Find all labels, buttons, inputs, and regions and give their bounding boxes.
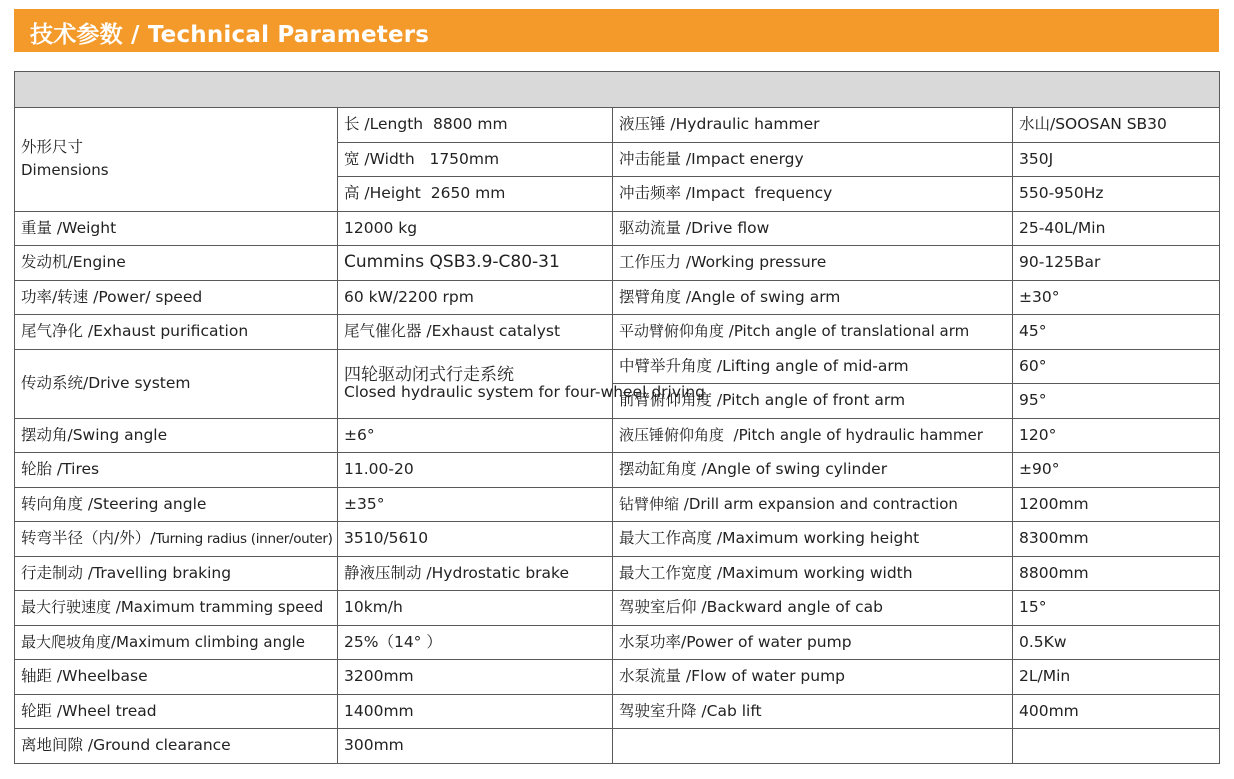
empty-cell bbox=[1013, 729, 1220, 764]
drill-arm-value: 1200mm bbox=[1013, 487, 1220, 522]
steering-angle-value: ±35° bbox=[338, 487, 613, 522]
weight-label: 重量 /Weight bbox=[15, 211, 338, 246]
pump-flow-label: 水泵流量 /Flow of water pump bbox=[613, 660, 1013, 695]
turning-radius-label bbox=[15, 522, 338, 557]
length-value: 长 /Length 8800 mm bbox=[338, 108, 613, 143]
drill-arm-label: 钻臂伸缩 /Drill arm expansion and contraction bbox=[613, 487, 1013, 522]
table-row bbox=[15, 246, 1220, 281]
table-row bbox=[15, 280, 1220, 315]
width-value: 宽 /Width 1750mm bbox=[338, 142, 613, 177]
exhaust-value: 尾气催化器 /Exhaust catalyst bbox=[338, 315, 613, 350]
travelling-braking-label: 行走制动 /Travelling braking bbox=[15, 556, 338, 591]
engine-label: 发动机/Engine bbox=[15, 246, 338, 281]
swing-arm-angle-label: 摆臂角度 /Angle of swing arm bbox=[613, 280, 1013, 315]
turning-radius-label-cn: 转弯半径（内/外）/ bbox=[21, 528, 156, 547]
pump-power-label: 水泵功率/Power of water pump bbox=[613, 625, 1013, 660]
swing-cylinder-value: ±90° bbox=[1013, 453, 1220, 488]
pitch-translational-arm-value: 45° bbox=[1013, 315, 1220, 350]
pitch-translational-arm-label: 平动臂俯仰角度 /Pitch angle of translational arm bbox=[613, 315, 1013, 350]
tires-value: 11.00-20 bbox=[338, 453, 613, 488]
dimensions-label-cell bbox=[15, 108, 338, 212]
weight-value: 12000 kg bbox=[338, 211, 613, 246]
drive-system-value bbox=[338, 349, 705, 418]
height-value: 高 /Height 2650 mm bbox=[338, 177, 613, 212]
dimensions-label-en: Dimensions bbox=[21, 161, 109, 180]
table-header-row bbox=[15, 72, 1220, 108]
tramming-speed-label: 最大行驶速度 /Maximum tramming speed bbox=[15, 591, 338, 626]
working-pressure-value: 90-125Bar bbox=[1013, 246, 1220, 281]
max-working-width-label: 最大工作宽度 /Maximum working width bbox=[613, 556, 1013, 591]
hammer-value: 水山/SOOSAN SB30 bbox=[1013, 108, 1220, 143]
climbing-angle-value: 25%（14° ） bbox=[338, 625, 613, 660]
tramming-speed-value: 10km/h bbox=[338, 591, 613, 626]
pump-flow-value: 2L/Min bbox=[1013, 660, 1220, 695]
power-speed-value: 60 kW/2200 rpm bbox=[338, 280, 613, 315]
climbing-angle-label: 最大爬坡角度/Maximum climbing angle bbox=[15, 625, 338, 660]
drive-system-label: 传动系统/Drive system bbox=[15, 349, 338, 418]
impact-energy-label: 冲击能量 /Impact energy bbox=[613, 142, 1013, 177]
table-row bbox=[15, 108, 1220, 143]
table-row bbox=[15, 522, 1220, 557]
table-row bbox=[15, 211, 1220, 246]
table-row bbox=[15, 487, 1220, 522]
table-row bbox=[15, 591, 1220, 626]
wheelbase-value: 3200mm bbox=[338, 660, 613, 695]
max-working-height-label: 最大工作高度 /Maximum working height bbox=[613, 522, 1013, 557]
exhaust-label: 尾气净化 /Exhaust purification bbox=[15, 315, 338, 350]
impact-frequency-label: 冲击频率 /Impact frequency bbox=[613, 177, 1013, 212]
table-row bbox=[15, 418, 1220, 453]
tires-label: 轮胎 /Tires bbox=[15, 453, 338, 488]
table-header-cell bbox=[15, 72, 1220, 108]
cab-angle-value: 15° bbox=[1013, 591, 1220, 626]
table-row bbox=[15, 349, 1220, 384]
table-row bbox=[15, 694, 1220, 729]
drive-flow-value: 25-40L/Min bbox=[1013, 211, 1220, 246]
turning-radius-label-en: Turning radius (inner/outer) bbox=[155, 530, 333, 547]
wheelbase-label: 轴距 /Wheelbase bbox=[15, 660, 338, 695]
table-row bbox=[15, 556, 1220, 591]
cab-lift-label: 驾驶室升降 /Cab lift bbox=[613, 694, 1013, 729]
table-row bbox=[15, 453, 1220, 488]
lifting-mid-arm-label: 中臂举升角度 /Lifting angle of mid-arm bbox=[613, 349, 1013, 384]
drive-system-value-en: Closed hydraulic system for four-wheel driving bbox=[344, 382, 705, 401]
section-title: 技术参数 / Technical Parameters bbox=[30, 22, 430, 48]
pump-power-value: 0.5Kw bbox=[1013, 625, 1220, 660]
table-row bbox=[15, 729, 1220, 764]
impact-frequency-value: 550-950Hz bbox=[1013, 177, 1220, 212]
lifting-mid-arm-value: 60° bbox=[1013, 349, 1220, 384]
turning-radius-value: 3510/5610 bbox=[338, 522, 613, 557]
ground-clearance-value: 300mm bbox=[338, 729, 613, 764]
dimensions-label-cn: 外形尺寸 bbox=[21, 138, 84, 157]
ground-clearance-label: 离地间隙 /Ground clearance bbox=[15, 729, 338, 764]
drive-system-value-cn: 四轮驱动闭式行走系统 bbox=[344, 364, 514, 385]
working-pressure-label: 工作压力 /Working pressure bbox=[613, 246, 1013, 281]
travelling-braking-value: 静液压制动 /Hydrostatic brake bbox=[338, 556, 613, 591]
engine-value: Cummins QSB3.9-C80-31 bbox=[338, 246, 613, 281]
max-working-width-value: 8800mm bbox=[1013, 556, 1220, 591]
drive-flow-label: 驱动流量 /Drive flow bbox=[613, 211, 1013, 246]
swing-cylinder-label: 摆动缸角度 /Angle of swing cylinder bbox=[613, 453, 1013, 488]
swing-angle-label: 摆动角/Swing angle bbox=[15, 418, 338, 453]
hammer-label: 液压锤 /Hydraulic hammer bbox=[613, 108, 1013, 143]
empty-cell bbox=[613, 729, 1013, 764]
power-speed-label: 功率/转速 /Power/ speed bbox=[15, 280, 338, 315]
pitch-front-arm-label: 前臂俯仰角度 /Pitch angle of front arm bbox=[613, 384, 1013, 419]
max-working-height-value: 8300mm bbox=[1013, 522, 1220, 557]
section-header-banner bbox=[14, 9, 1219, 52]
table-row bbox=[15, 625, 1220, 660]
swing-arm-angle-value: ±30° bbox=[1013, 280, 1220, 315]
table-row bbox=[15, 660, 1220, 695]
steering-angle-label: 转向角度 /Steering angle bbox=[15, 487, 338, 522]
cab-lift-value: 400mm bbox=[1013, 694, 1220, 729]
pitch-hammer-label: 液压锤俯仰角度 /Pitch angle of hydraulic hammer bbox=[613, 418, 1013, 453]
table-row bbox=[15, 315, 1220, 350]
pitch-hammer-value: 120° bbox=[1013, 418, 1220, 453]
cab-angle-label: 驾驶室后仰 /Backward angle of cab bbox=[613, 591, 1013, 626]
technical-parameters-table bbox=[14, 71, 1220, 764]
wheel-tread-label: 轮距 /Wheel tread bbox=[15, 694, 338, 729]
swing-angle-value: ±6° bbox=[338, 418, 613, 453]
pitch-front-arm-value: 95° bbox=[1013, 384, 1220, 419]
wheel-tread-value: 1400mm bbox=[338, 694, 613, 729]
impact-energy-value: 350J bbox=[1013, 142, 1220, 177]
